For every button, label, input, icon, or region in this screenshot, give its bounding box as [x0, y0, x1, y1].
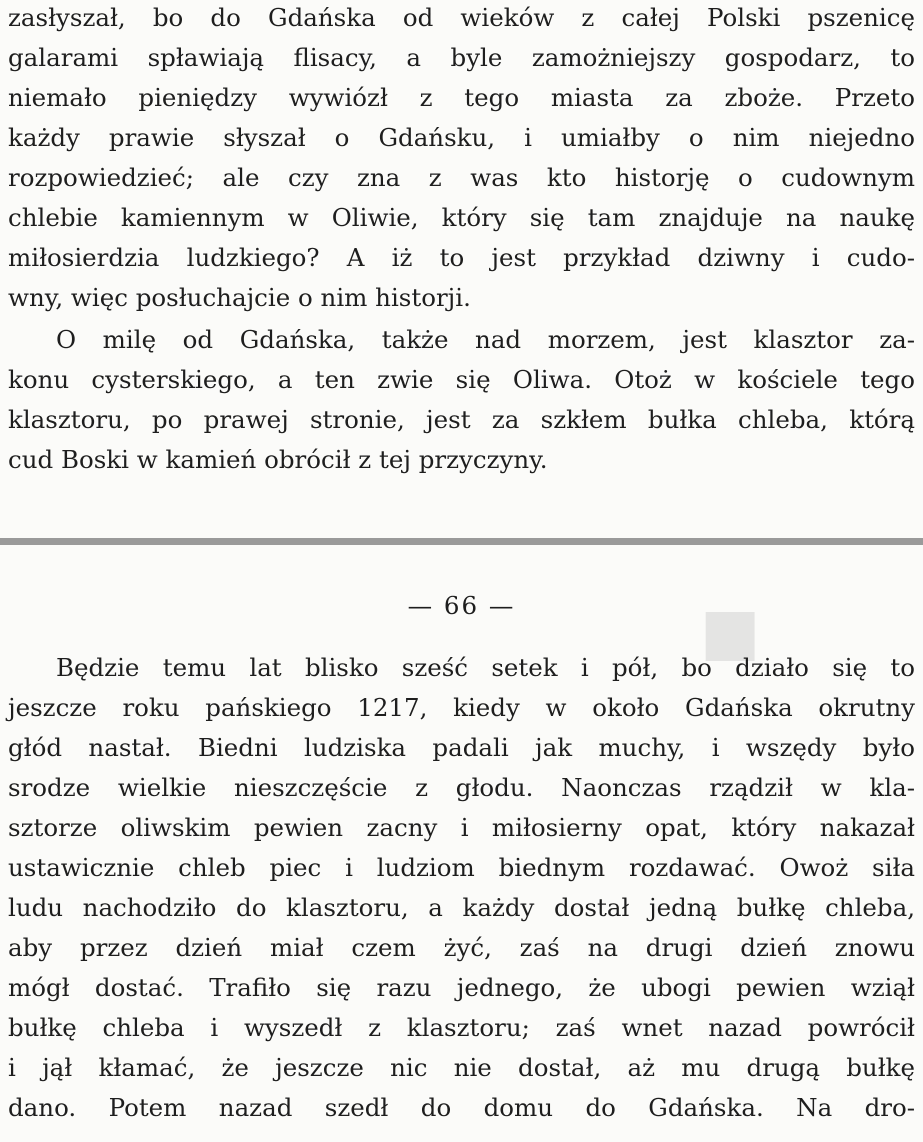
text-line: mógł dostać. Trafiło się razu jednego, że ubogi pewien wziął: [8, 973, 915, 1002]
text-line: miłosierdzia ludzkiego? A iż to jest przykład dziwny i cudo-: [8, 243, 915, 272]
text-line: aby przez dzień miał czem żyć, zaś na drugi dzień znowu: [8, 933, 915, 962]
text-line: konu cysterskiego, a ten zwie się Oliwa. Otoż w kościele tego: [8, 365, 915, 394]
text-line: ludu nachodziło do klasztoru, a każdy dostał jedną bułkę chleba,: [8, 893, 915, 922]
text-line: ustawicznie chleb piec i ludziom biednym rozdawać. Owoż siła: [8, 853, 915, 882]
text-line: niemało pieniędzy wywiózł z tego miasta za zboże. Przeto: [8, 83, 915, 112]
text-line: chlebie kamiennym w Oliwie, który się tam znajduje na naukę: [8, 203, 915, 232]
text-line: jeszcze roku pańskiego 1217, kiedy w około Gdańska okrutny: [8, 693, 915, 722]
text-line: i jął kłamać, że jeszcze nic nie dostał, aż mu drugą bułkę: [8, 1053, 915, 1082]
paragraph-start-line: Będzie temu lat blisko sześć setek i pół, bo działo się to: [56, 653, 915, 682]
page-number: — 66 —: [407, 591, 516, 620]
text-line: zasłyszał, bo do Gdańska od wieków z całej Polski pszenicę: [8, 3, 915, 32]
text-line: wny, więc posłuchajcie o nim historji.: [8, 283, 471, 312]
text-line: cud Boski w kamień obrócił z tej przyczyny.: [8, 445, 548, 474]
paragraph-start-line: O milę od Gdańska, także nad morzem, jest klasztor za-: [56, 325, 915, 354]
text-line: głód nastał. Biedni ludziska padali jak muchy, i wszędy było: [8, 733, 915, 762]
text-line: klasztoru, po prawej stronie, jest za szkłem bułka chleba, którą: [8, 405, 915, 434]
text-line: sztorze oliwskim pewien zacny i miłosierny opat, który nakazał: [8, 813, 915, 842]
page-divider: [0, 538, 923, 545]
text-line: bułkę chleba i wyszedł z klasztoru; zaś wnet nazad powrócił: [8, 1013, 915, 1042]
text-line: srodze wielkie nieszczęście z głodu. Naonczas rządził w kla-: [8, 773, 915, 802]
top-page: [0, 0, 923, 540]
text-line: dano. Potem nazad szedł do domu do Gdańska. Na dro-: [8, 1093, 915, 1122]
text-line: rozpowiedzieć; ale czy zna z was kto historję o cudownym: [8, 163, 915, 192]
text-line: galarami spławiają flisacy, a byle zamożniejszy gospodarz, to: [8, 43, 915, 72]
bleed-through-shadow: ■: [700, 595, 761, 669]
text-line: każdy prawie słyszał o Gdańsku, i umiałby o nim niejedno: [8, 123, 915, 152]
